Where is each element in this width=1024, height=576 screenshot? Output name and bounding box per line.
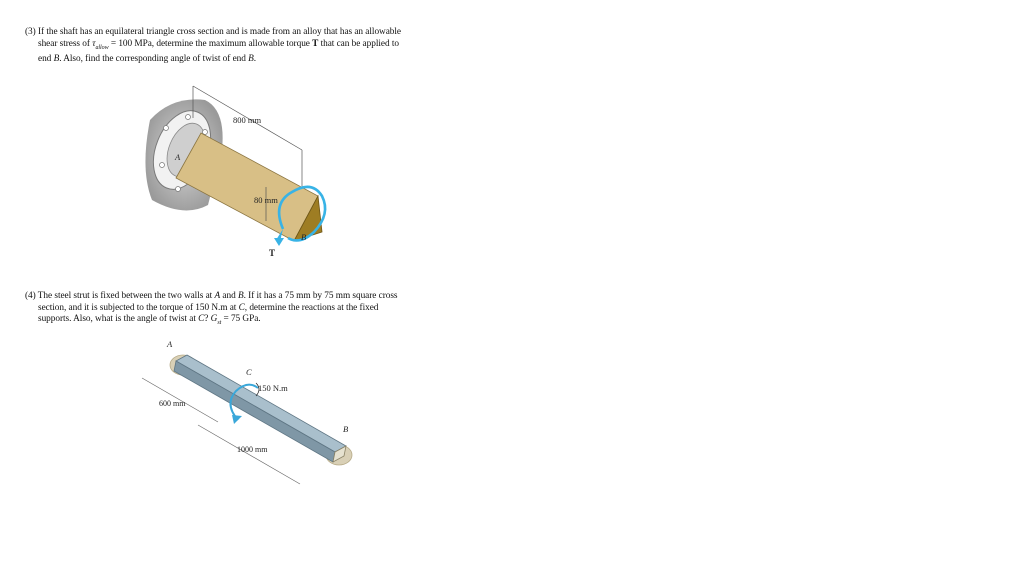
text-run: . — [253, 54, 257, 65]
text-run: = 75 GPa. — [221, 314, 261, 325]
point-b: B — [248, 54, 254, 65]
label-b: B — [301, 232, 307, 242]
torque-arrowhead-icon — [232, 415, 242, 424]
text-run: end — [38, 54, 54, 65]
shear-modulus-symbol: G — [210, 314, 218, 325]
point-c: C — [198, 314, 205, 325]
text-run: shear stress of — [38, 38, 93, 49]
dimension-label-800mm: 800 mm — [233, 115, 262, 125]
text-run: . Also, find the corresponding angle of twist of end — [59, 54, 249, 65]
label-b: B — [343, 424, 349, 434]
point-a: A — [214, 291, 221, 301]
text-run: . If it has a 75 mm by 75 mm square cross — [243, 291, 398, 301]
text-run: (4) The steel strut is fixed between the two walls at — [25, 291, 215, 301]
dimension-label-600mm: 600 mm — [159, 399, 186, 408]
text-run: that can be applied to — [318, 38, 399, 49]
text-run: ? — [204, 314, 211, 325]
label-a: A — [175, 152, 181, 162]
dimension-label-80mm: 80 mm — [254, 195, 278, 205]
label-t: T — [269, 248, 276, 258]
tau-symbol: τ — [92, 38, 96, 49]
text-run: = 100 MPa, determine the maximum allowable torque — [108, 38, 313, 49]
point-c: C — [238, 302, 245, 313]
torque-symbol: T — [312, 38, 319, 49]
point-b: B — [53, 54, 60, 65]
label-a: A — [167, 339, 173, 349]
tau-subscript: allow — [95, 44, 109, 51]
torque-label: 150 N.m — [258, 383, 288, 393]
problem-3-line-1: (3) If the shaft has an equilateral triangle cross section and is made from an alloy that has an allowable — [25, 27, 401, 37]
text-run: and — [220, 291, 238, 301]
text-run: , determine the reactions at the fixed — [244, 302, 379, 313]
shear-modulus-subscript: st — [217, 320, 222, 327]
point-b: B — [237, 291, 244, 301]
text-run: supports. Also, what is the angle of twist at — [38, 314, 199, 325]
text-run: section, and it is subjected to the torque of 150 N.m at — [38, 302, 239, 313]
strut-top-face — [176, 355, 349, 452]
dimension-label-1000mm: 1000 mm — [237, 445, 268, 454]
label-c: C — [246, 367, 252, 377]
